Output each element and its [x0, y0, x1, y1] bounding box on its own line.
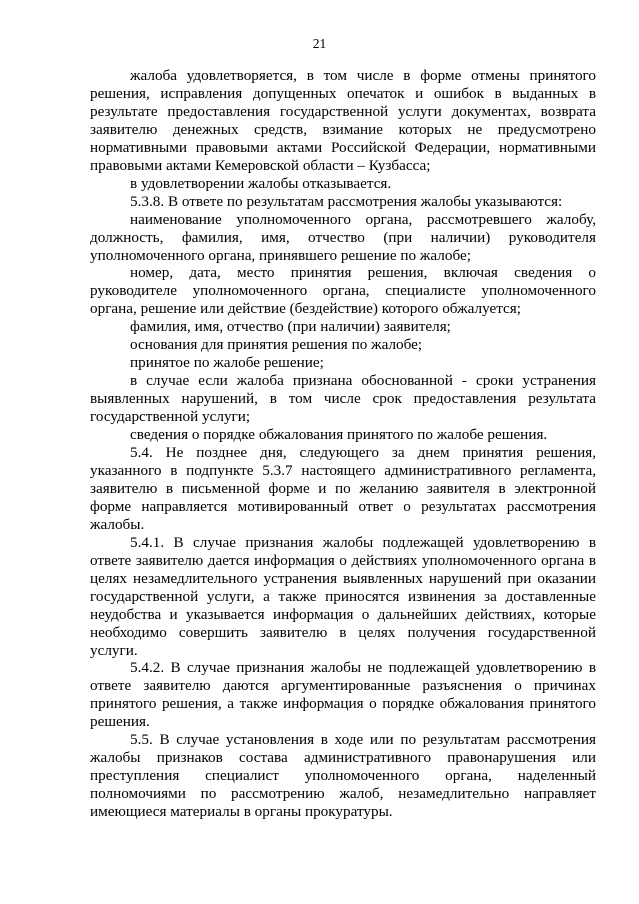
paragraph-complaint-satisfied: жалоба удовлетворяется, в том числе в форме отмены принятого решения, исправления допущенных опечаток и ошибок в выданных в результате предоставления государственной услуги документах, возврата заявителю денежных средств, взимание которых не предусмотрено нормативными правовыми актами Российской Федерации, нормативными правовыми актами Кемеровской области – Кузбасса;	[90, 67, 596, 174]
paragraph-5-5: 5.5. В случае установления в ходе или по результатам рассмотрения жалобы признаков состава административного правонарушения или преступления специалист уполномоченного органа, наделенный полномочиями по рассмотрению жалоб, незамедлительно направляет имеющиеся материалы в органы прокуратуры.	[90, 731, 596, 821]
paragraph-decision-taken: принятое по жалобе решение;	[130, 354, 324, 372]
paragraph-complaint-refused: в удовлетворении жалобы отказывается.	[130, 174, 392, 192]
paragraph-decision-number: номер, дата, место принятия решения, включая сведения о руководителе уполномоченного органа, специалисте уполномоченного органа, решение или действие (бездействие) которого обжалуется;	[90, 264, 596, 318]
document-body	[90, 67, 596, 821]
paragraph-5-4-1: 5.4.1. В случае признания жалобы подлежащей удовлетворению в ответе заявителю дается информация о действиях уполномоченного органа в целях незамедлительного устранения выявленных нарушений при оказании государственной услуги, а также приносятся извинения за доставленные неудобства и указывается информация о дальнейших действиях, которые необходимо совершить заявителю в целях получения государственной услуги.	[90, 533, 596, 659]
paragraph-5-4-2: 5.4.2. В случае признания жалобы не подлежащей удовлетворению в ответе заявителю даются аргументированные разъяснения о причинах принятого решения, а также информация о порядке обжалования принятого решения.	[90, 659, 596, 731]
paragraph-authority-name: наименование уполномоченного органа, рассмотревшего жалобу, должность, фамилия, имя, отчество (при наличии) руководителя уполномоченного органа, принявшего решение по жалобе;	[90, 210, 596, 264]
paragraph-5-3-8: 5.3.8. В ответе по результатам рассмотрения жалобы указываются:	[130, 192, 563, 210]
paragraph-justified-complaint: в случае если жалоба признана обоснованной - сроки устранения выявленных нарушений, в том числе срок предоставления результата государственной услуги;	[90, 372, 596, 426]
paragraph-appeal-procedure: сведения о порядке обжалования принятого по жалобе решения.	[130, 426, 548, 444]
paragraph-decision-grounds: основания для принятия решения по жалобе;	[130, 336, 423, 354]
paragraph-5-4: 5.4. Не позднее дня, следующего за днем принятия решения, указанного в подпункте 5.3.7 настоящего административного регламента, заявителю в письменной форме и по желанию заявителя в электронной форме направляется мотивированный ответ о результатах рассмотрения жалобы.	[90, 444, 596, 533]
paragraph-applicant-name: фамилия, имя, отчество (при наличии) заявителя;	[130, 318, 451, 336]
page-number: 21	[312, 36, 327, 51]
